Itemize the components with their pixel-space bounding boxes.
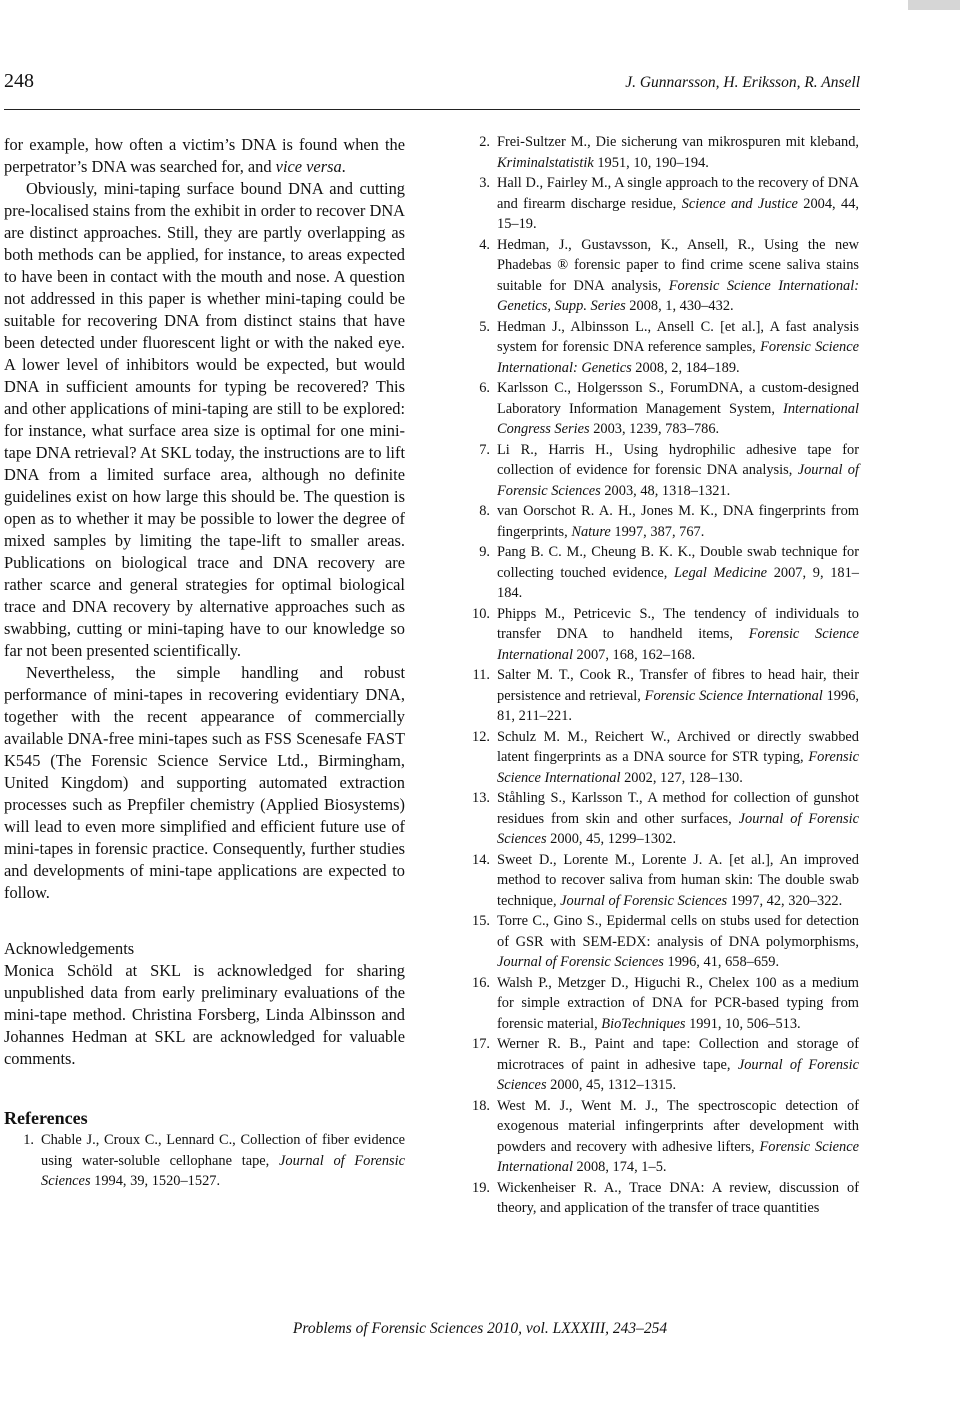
header-rule: [4, 109, 860, 110]
reference-details: 2007, 9, 181–184.: [497, 564, 860, 601]
reference-item: [460, 501, 859, 542]
reference-details: 1996, 81, 211–221.: [497, 687, 859, 724]
reference-list-right: [460, 132, 859, 1219]
reference-journal: Journal of Forensic Sciences: [497, 1056, 859, 1093]
reference-item: [460, 973, 859, 1035]
reference-details: 2004, 44, 15–19.: [497, 195, 860, 232]
acknowledgements-text: Monica Schöld at SKL is acknowledged for sharing unpublished data from early preliminary evaluations of the mini-tape method. Christina Forsberg, Linda Albinsson and Johannes Hedman at SKL are acknowledged for valuable comments.: [4, 961, 405, 1068]
paragraph-text: .: [341, 157, 346, 176]
reference-text: Hedman, J., Gustavsson, K., Ansell, R., Using the new Phadebas ® forensic paper to find crime scene saliva stains suitable for DNA analysis,: [497, 236, 859, 294]
left-column: [4, 134, 405, 1192]
reference-text: Chable J., Croux C., Lennard C., Collection of fiber evidence using water-soluble cellophane tape,: [41, 1132, 405, 1169]
paragraph-text: for example, how often a victim’s DNA is found when the perpetrator’s DNA was searched for, and: [4, 135, 405, 176]
reference-number: 7.: [479, 441, 490, 458]
reference-details: 2003, 48, 1318–1321.: [600, 482, 731, 499]
acknowledgements-heading: Acknowledgements: [4, 939, 135, 958]
reference-text: Li R., Harris H., Using hydrophilic adhesive tape for collection of evidence for forensic DNA analysis,: [497, 441, 859, 478]
reference-number: 8.: [479, 503, 490, 519]
reference-journal: Forensic Science International: [644, 687, 823, 704]
reference-journal: Journal of Forensic Sciences: [497, 810, 859, 847]
reference-text: Karlsson C., Holgersson S., ForumDNA, a custom-designed Laboratory Information Management System,: [497, 380, 859, 417]
reference-text: Phipps M., Petricevic S., The tendency of individuals to transfer DNA to handheld items,: [497, 605, 859, 642]
paragraph-conclusion: Nevertheless, the simple handling and robust performance of mini-tapes in recovering evidentiary DNA, together with the recent appearance of commercially available DNA-free mini-tapes such as FSS Scenesafe FAST K545 (The Forensic Science Service Ltd., Birmingham, United Kingdom) and supporting automated extraction processes such as Prepfiler chemistry (Applied Biosystems) will lead to even more simplified and efficient future use of mini-tapes in forensic practice. Consequently, further studies and developments of mini-tape applications are expected to follow.: [4, 663, 405, 902]
paragraph-discussion: Obviously, mini-taping surface bound DNA and cutting pre-localised stains from the exhibit in order to recover DNA are distinct approaches. Still, they are partly overlapping as both methods can be applied, for instance, to areas expected to have been in contact with the mouth and nose. A question not addressed in this paper is whether mini-taping could be suitable for recovering DNA from distinct stains that have been detected under fluorescent light or with the naked eye. A lower level of inhibitors would be expected, but would DNA in sufficient amounts for typing be recovered? This and other applications of mini-taping are still to be explored: for instance, what surface area size is optimal for one mini-tape DNA retrieval? At SKL today, the instructions are to lift DNA from a limited surface area, although no definite guidelines exist on how large this should be. The question is open as to whether it may be possible to lower the degree of mixed samples by limiting the tape-lift to smaller areas. Publications on biological trace and DNA recovery are rather scarce and general strategies for optimal biological trace and DNA recovery by alternative approaches such as swabbing, cutting or mini-taping have to our knowledge so far not been presented scientifically.: [4, 179, 405, 660]
reference-details: 1997, 42, 320–322.: [727, 892, 843, 909]
reference-number: 5.: [479, 318, 490, 335]
reference-number: 10.: [472, 605, 490, 622]
reference-text: Torre C., Gino S., Epidermal cells on stubs used for detection of GSR with SEM-EDX: analysis of DNA polymorphisms,: [497, 913, 859, 950]
reference-text: Frei-Sultzer M., Die sicherung van mikrospuren mit kleband,: [497, 134, 859, 150]
reference-details: 2008, 2, 184–189.: [631, 359, 740, 376]
reference-number: 15.: [472, 913, 490, 929]
reference-item: [460, 911, 859, 973]
reference-number: 14.: [472, 851, 490, 868]
reference-item: [460, 604, 859, 666]
reference-number: 11.: [472, 667, 490, 683]
reference-text: Wickenheiser R. A., Trace DNA: A review, discussion of theory, and application of the transfer of trace quantities: [497, 1179, 859, 1216]
reference-number: 19.: [472, 1179, 490, 1196]
reference-journal: BioTechniques: [601, 1015, 686, 1032]
reference-details: 2000, 45, 1299–1302.: [546, 831, 677, 847]
reference-journal: Legal Medicine: [674, 564, 768, 581]
reference-number: 17.: [472, 1036, 490, 1052]
reference-journal: Nature: [571, 523, 611, 540]
emphasis-text: vice versa: [275, 157, 342, 176]
reference-journal: Forensic Science International: [497, 1138, 859, 1175]
right-column: [460, 132, 859, 1219]
reference-journal: Kriminalstatistik: [497, 154, 594, 171]
reference-text: Salter M. T., Cook R., Transfer of fibres to head hair, their persistence and retrieval,: [497, 667, 859, 704]
reference-details: 2003, 1239, 783–786.: [589, 421, 720, 437]
reference-details: 1997, 387, 767.: [610, 523, 705, 540]
reference-number: 13.: [472, 790, 490, 806]
reference-number: 4.: [479, 236, 490, 253]
page-number: 248: [4, 70, 34, 92]
reference-journal: Journal of Forensic Sciences: [41, 1152, 405, 1189]
reference-text: Werner R. B., Paint and tape: Collection and storage of microtraces of paint in adhesive tape,: [497, 1036, 859, 1073]
reference-details: 2007, 168, 162–168.: [572, 646, 696, 663]
reference-item: [4, 1130, 405, 1192]
reference-journal: Forensic Science International: [497, 749, 859, 786]
reference-text: Hall D., Fairley M., A single approach to the recovery of DNA and firearm discharge residue,: [497, 175, 859, 212]
reference-journal: Forensic Science International: [497, 626, 859, 663]
reference-item: [460, 542, 859, 604]
reference-text: Walsh P., Metzger D., Higuchi R., Chelex 100 as a medium for simple extraction of DNA for PCR-based typing from forensic material,: [497, 974, 859, 1032]
reference-details: 2000, 45, 1312–1315.: [546, 1077, 677, 1093]
reference-item: [460, 173, 859, 235]
reference-details: 2008, 174, 1–5.: [572, 1159, 667, 1175]
reference-item: [460, 1034, 859, 1096]
reference-details: 1994, 39, 1520–1527.: [90, 1173, 221, 1189]
running-head: J. Gunnarsson, H. Eriksson, R. Ansell: [625, 74, 860, 91]
references-heading: References: [4, 1108, 88, 1128]
reference-number: 16.: [472, 974, 490, 991]
reference-item: [460, 235, 859, 317]
reference-journal: International Congress Series: [497, 400, 859, 437]
reference-details: 2008, 1, 430–432.: [625, 298, 734, 314]
page-header: [4, 70, 860, 100]
reference-details: 1991, 10, 506–513.: [685, 1015, 801, 1032]
reference-list-left: [4, 1130, 405, 1192]
reference-journal: Journal of Forensic Sciences: [497, 954, 664, 970]
reference-item: [460, 850, 859, 912]
reference-item: [460, 788, 859, 850]
reference-details: 2002, 127, 128–130.: [620, 769, 743, 786]
reference-number: 2.: [479, 134, 490, 150]
reference-journal: Journal of Forensic Sciences: [560, 892, 728, 909]
reference-number: 12.: [472, 728, 490, 745]
reference-journal: Science and Justice: [681, 195, 798, 212]
reference-text: West M. J., Went M. J., The spectroscopic detection of exogenous material infingerprints after development with powders and recovery with adhesive lifters,: [497, 1097, 859, 1155]
reference-journal: Forensic Science International: Genetics: [497, 339, 860, 376]
reference-item: [460, 727, 859, 789]
reference-item: [460, 317, 859, 379]
corner-mark: [908, 0, 960, 10]
reference-item: [460, 378, 859, 440]
reference-details: 1951, 10, 190–194.: [593, 154, 709, 171]
reference-journal: Journal of Forensic Sciences: [497, 462, 860, 499]
reference-item: [460, 440, 859, 502]
reference-item: [460, 1096, 859, 1178]
reference-text: Schulz M. M., Reichert W., Archived or directly swabbed latent fingerprints as a DNA source for STR typing,: [497, 728, 859, 765]
page-footer: Problems of Forensic Sciences 2010, vol. LXXXIII, 243–254: [292, 1320, 668, 1337]
reference-item: [460, 1178, 859, 1219]
reference-item: [460, 665, 859, 727]
reference-text: Sweet D., Lorente M., Lorente J. A. [et al.], An improved method to recover saliva from human skin: The double swab technique,: [497, 851, 859, 909]
reference-number: 18.: [472, 1097, 490, 1114]
reference-text: van Oorschot R. A. H., Jones M. K., DNA fingerprints from fingerprints,: [497, 503, 859, 540]
reference-text: Ståhling S., Karlsson T., A method for collection of gunshot residues from skin and other surfaces,: [497, 790, 859, 827]
reference-details: 1996, 41, 658–659.: [663, 954, 780, 970]
reference-number: 3.: [479, 175, 490, 191]
reference-number: 9.: [479, 544, 490, 560]
reference-item: [460, 132, 859, 173]
paragraph-continuation: [4, 134, 405, 178]
reference-number: 6.: [479, 380, 490, 396]
reference-journal: Forensic Science International: Genetics, Supp. Series: [497, 277, 859, 314]
reference-number: 1.: [23, 1132, 34, 1148]
reference-text: Hedman J., Albinsson L., Ansell C. [et al.], A fast analysis system for forensic DNA reference samples,: [497, 318, 859, 355]
reference-text: Pang B. C. M., Cheung B. K. K., Double swab technique for collecting touched evidence,: [497, 544, 859, 581]
